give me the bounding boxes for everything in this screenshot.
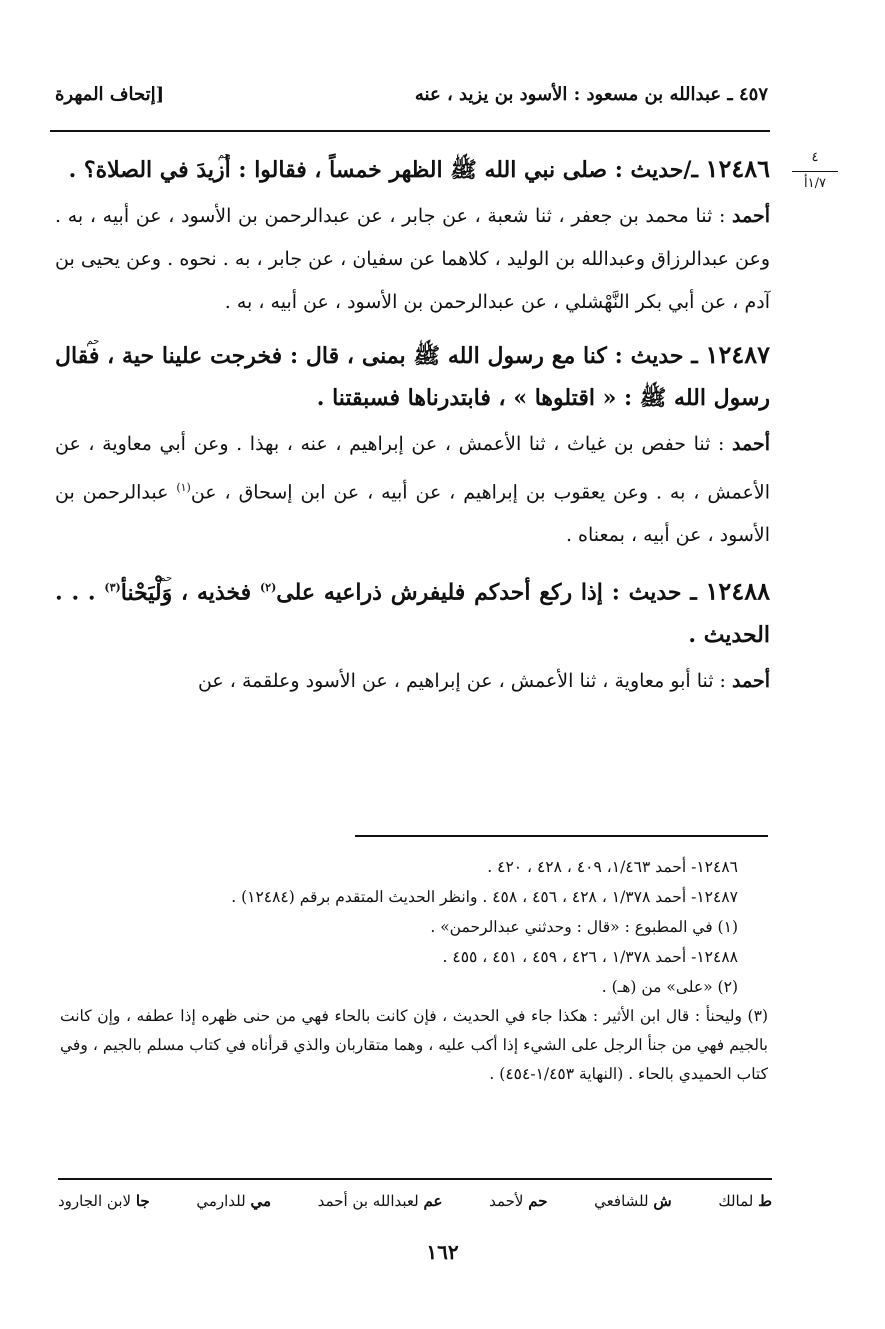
siglum-entry xyxy=(318,1192,443,1210)
isnad-text: : ثنا محمد بن جعفر ، ثنا شعبة ، عن جابر ، عن عبدالرحمن بن الأسود ، عن أبيه ، به . وعن عبدالرزاق وعبدالله بن الوليد ، كلاهما عن سفيان ، عن جابر ، به . نحوه . وعن يحيى بن آدم ، عن أبي بكر النَّهْشلي ، عن عبدالرحمن بن الأسود ، عن أبيه ، به . xyxy=(55,205,770,313)
siglum-label: لابن الجارود xyxy=(58,1192,132,1210)
siglum-label: لعبدالله بن أحمد xyxy=(317,1192,419,1210)
isnad-paragraph xyxy=(55,423,770,557)
footnote-line: ١٢٤٨٧- أحمد ١/٣٧٨ ، ٤٢٨ ، ٤٥٦ ، ٤٥٨ . وانظر الحديث المتقدم برقم (١٢٤٨٤) . xyxy=(231,888,738,906)
siglum-label: للشافعي xyxy=(594,1192,649,1210)
running-title: ٤٥٧ ـ عبدالله بن مسعود : الأسود بن يزيد ، عنه xyxy=(414,84,768,105)
siglum-abbr: ش xyxy=(653,1192,672,1210)
hadith-number: ١٢٤٨٨ xyxy=(705,576,770,606)
footnote-line: (٣) وليحنأ : قال ابن الأثير : هكذا جاء في الحديث ، فإن كانت بالحاء فهي من حنى ظهره إذا عطفه ، وإن كانت بالجيم فهي من جنأ الرجل على الشيء إذا أكب عليه ، وهما متقاربان والذي قرأناه في كتاب مسلم بالجيم ، وفي كتاب الحميدي بالحاء . (النهاية ١/٤٥٣-٤٥٤) . xyxy=(60,1007,768,1083)
siglum-entry xyxy=(489,1192,547,1210)
siglum-entry xyxy=(594,1192,672,1210)
margin-ref-number: ٤ xyxy=(811,150,819,165)
hadith-number: ١٢٤٨٦ xyxy=(705,154,770,183)
siglum-label: لمالك xyxy=(718,1192,754,1210)
margin-ref-volume-page: ١/٧أ xyxy=(804,176,826,191)
hadith-12487 xyxy=(55,334,770,557)
siglum-abbr: عم xyxy=(423,1192,443,1210)
hadith-text-end: رسول الله ﷺ : « اقتلوها » ، فابتدرناها فسبقتنا . xyxy=(316,385,770,411)
footnote-rule xyxy=(355,835,768,837)
siglum-label: لأحمد xyxy=(489,1192,524,1210)
hadith-heading xyxy=(55,148,770,191)
siglum-abbr: ط xyxy=(758,1192,772,1210)
siglum-label: للدارمي xyxy=(196,1192,246,1210)
page-header xyxy=(55,84,768,120)
isnad-text-end: عبدالرحمن بن الأسود ، عن أبيه ، بمعناه . xyxy=(55,481,770,547)
hadith-text: ـ/حديث : صلى نبي الله ﷺ الظهر خمساً ، فقالوا : xyxy=(230,157,706,183)
book-short-title: [إتحاف المهرة xyxy=(55,84,165,105)
siglum-hm: حم فقال xyxy=(55,335,99,377)
hadith-text-mid: فخذيه ، xyxy=(172,579,260,606)
main-text xyxy=(55,148,770,713)
hadith-text-end: . . . الحديث . xyxy=(55,579,770,648)
hadith-12488 xyxy=(55,567,770,702)
hadith-number: ١٢٤٨٧ xyxy=(705,340,770,369)
margin-ref-line xyxy=(792,171,838,172)
footnote-marker: (٣) xyxy=(104,581,121,595)
hadith-text: ـ حديث : كنا مع رسول الله ﷺ بمنى ، قال : فخرجت علينا حية ، xyxy=(99,343,706,369)
siglum-entry xyxy=(196,1192,271,1210)
footnote-marker: (٢) xyxy=(259,581,277,595)
siglum-entry xyxy=(718,1192,772,1210)
hadith-heading xyxy=(55,567,770,655)
siglum-hm: حم أزيدَ xyxy=(196,149,230,191)
hadith-text-end: في الصلاة؟ . xyxy=(68,157,197,183)
isnad-text: : ثنا أبو معاوية ، ثنا الأعمش ، عن إبراهيم ، عن الأسود وعلقمة ، عن xyxy=(197,669,733,692)
isnad-paragraph xyxy=(55,660,770,703)
footnote-line: ١٢٤٨٨- أحمد ١/٣٧٨ ، ٤٢٦ ، ٤٥٩ ، ٤٥١ ، ٤٥٥ . xyxy=(442,948,738,966)
footnote-line: (٢) «على» من (هـ) . xyxy=(601,978,738,996)
source-name: أحمد xyxy=(732,205,770,227)
hadith-heading xyxy=(55,334,770,419)
siglum-hm: حم وَلْيَحْنأ xyxy=(121,572,173,614)
isnad-paragraph xyxy=(55,195,770,324)
source-name: أحمد xyxy=(732,433,770,455)
footnote-line: (١) في المطبوع : «قال : وحدثني عبدالرحمن» . xyxy=(430,918,738,936)
sigla-rule xyxy=(58,1178,772,1180)
sigla-legend xyxy=(58,1192,772,1210)
siglum-entry xyxy=(58,1192,150,1210)
source-name: أحمد xyxy=(732,669,770,692)
siglum-abbr: حم xyxy=(528,1192,548,1210)
isnad-text: : ثنا حفص بن غياث ، ثنا الأعمش ، عن إبراهيم ، عنه ، بهذا . وعن أبي معاوية ، عن الأعمش ، به . وعن يعقوب بن إبراهيم ، عن أبيه ، عن ابن إسحاق ، عن xyxy=(55,433,770,504)
siglum-abbr: مي xyxy=(250,1192,272,1210)
page-number: ١٦٢ xyxy=(426,1240,459,1264)
hadith-text: ـ حديث : إذا ركع أحدكم فليفرش ذراعيه على xyxy=(276,579,706,606)
siglum-abbr: جا xyxy=(135,1192,150,1210)
footnote-line: ١٢٤٨٦- أحمد ١/٤٦٣، ٤٠٩ ، ٤٢٨ ، ٤٢٠ . xyxy=(487,858,738,876)
footnote-marker: (١) xyxy=(176,481,191,494)
header-rule xyxy=(50,130,770,132)
margin-reference xyxy=(792,150,838,191)
footnotes xyxy=(60,852,768,1089)
hadith-12486 xyxy=(55,148,770,324)
